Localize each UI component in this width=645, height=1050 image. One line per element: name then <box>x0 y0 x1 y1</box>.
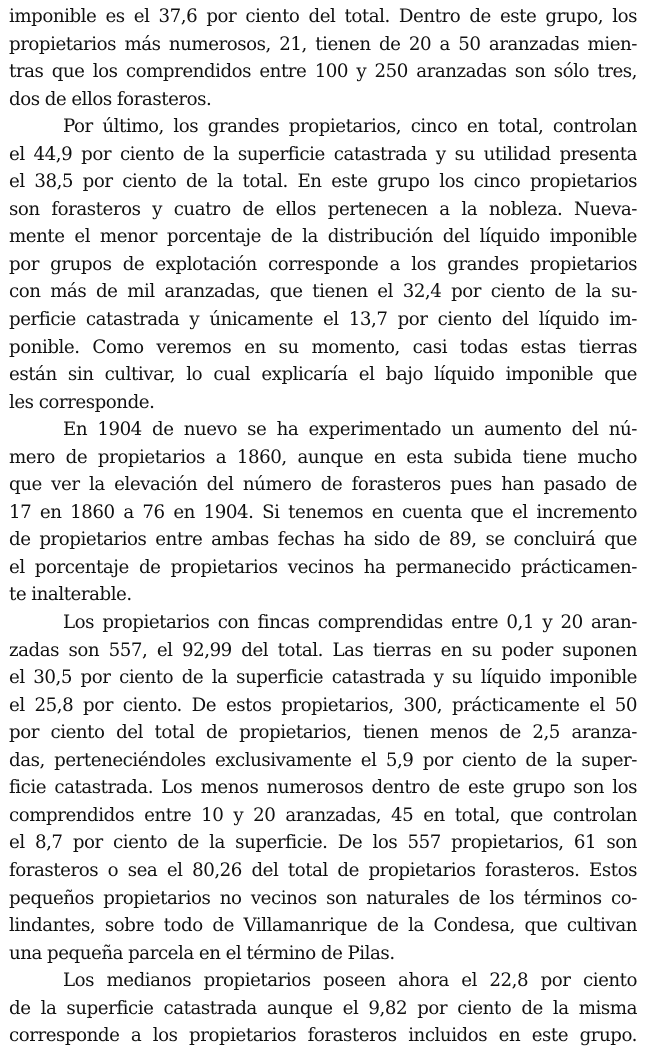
text-line: están sin cultivar, lo cual explicaría el bajo líquido imponible que <box>9 364 637 386</box>
text-line: son forasteros y cuatro de ellos pertenecen a la nobleza. Nueva- <box>9 198 637 220</box>
document-page <box>9 3 637 1050</box>
paragraph <box>9 113 637 416</box>
text-line: zadas son 557, el 92,99 del total. Las tierras en su poder suponen <box>9 639 637 661</box>
text-line: el 25,8 por ciento. De estos propietarios, 300, prácticamente el 50 <box>9 694 637 716</box>
text-line: perficie catastrada y únicamente el 13,7 por ciento del líquido im- <box>9 309 637 331</box>
text-line: por grupos de explotación corresponde a los grandes propietarios <box>9 253 637 275</box>
text-line: comprendidos entre 10 y 20 aranzadas, 45 en total, que controlan <box>9 804 637 826</box>
text-line: les corresponde. <box>9 391 155 413</box>
text-line: por ciento del total de propietarios, tienen menos de 2,5 aranza- <box>9 722 637 744</box>
text-line: propietarios más numerosos, 21, tienen de 20 a 50 aranzadas mien- <box>9 33 637 55</box>
text-line: el 38,5 por ciento de la total. En este grupo los cinco propietarios <box>9 171 637 193</box>
text-line: te inalterable. <box>9 584 132 606</box>
paragraph <box>9 967 637 1050</box>
text-line: ponible. Como veremos en su momento, casi todas estas tierras <box>9 336 637 358</box>
text-line: de propietarios entre ambas fechas ha sido de 89, se concluirá que <box>9 529 637 551</box>
text-line: lindantes, sobre todo de Villamanrique de la Condesa, que cultivan <box>9 915 637 937</box>
text-line: En 1904 de nuevo se ha experimentado un aumento del nú- <box>63 419 637 441</box>
text-line: 17 en 1860 a 76 en 1904. Si tenemos en cuenta que el incremento <box>9 501 637 523</box>
text-line: ficie catastrada. Los menos numerosos dentro de este grupo son los <box>9 777 637 799</box>
paragraph <box>9 609 637 967</box>
text-line: que ver la elevación del número de forasteros pues han pasado de <box>9 474 637 496</box>
text-line: el 30,5 por ciento de la superficie catastrada y su líquido imponible <box>9 667 637 689</box>
text-line: de la superficie catastrada aunque el 9,82 por ciento de la misma <box>9 997 637 1019</box>
text-line: pequeños propietarios no vecinos son naturales de los términos co- <box>9 887 637 909</box>
text-line: dos de ellos forasteros. <box>9 88 212 110</box>
text-line: das, perteneciéndoles exclusivamente el 5,9 por ciento de la super- <box>9 749 637 771</box>
text-line: forasteros o sea el 80,26 del total de propietarios forasteros. Estos <box>9 859 637 881</box>
text-line: Los propietarios con fincas comprendidas entre 0,1 y 20 aran- <box>63 612 637 634</box>
text-line: Por último, los grandes propietarios, cinco en total, controlan <box>63 116 637 138</box>
text-line: con más de mil aranzadas, que tienen el 32,4 por ciento de la su- <box>9 281 637 303</box>
text-line: el 8,7 por ciento de la superficie. De los 557 propietarios, 61 son <box>9 832 637 854</box>
paragraph <box>9 3 637 113</box>
text-line: corresponde a los propietarios forasteros incluidos en este grupo. <box>9 1025 637 1047</box>
text-line: tras que los comprendidos entre 100 y 250 aranzadas son sólo tres, <box>9 61 637 83</box>
text-line: Los medianos propietarios poseen ahora el 22,8 por ciento <box>63 970 637 992</box>
text-line: mero de propietarios a 1860, aunque en esta subida tiene mucho <box>9 446 637 468</box>
text-line: una pequeña parcela en el término de Pilas. <box>9 942 395 964</box>
text-line: el porcentaje de propietarios vecinos ha permanecido prácticamen- <box>9 556 637 578</box>
text-line: el 44,9 por ciento de la superficie catastrada y su utilidad presenta <box>9 143 637 165</box>
paragraph <box>9 416 637 609</box>
text-line: imponible es el 37,6 por ciento del total. Dentro de este grupo, los <box>9 6 637 27</box>
text-line: mente el menor porcentaje de la distribución del líquido imponible <box>9 226 637 248</box>
